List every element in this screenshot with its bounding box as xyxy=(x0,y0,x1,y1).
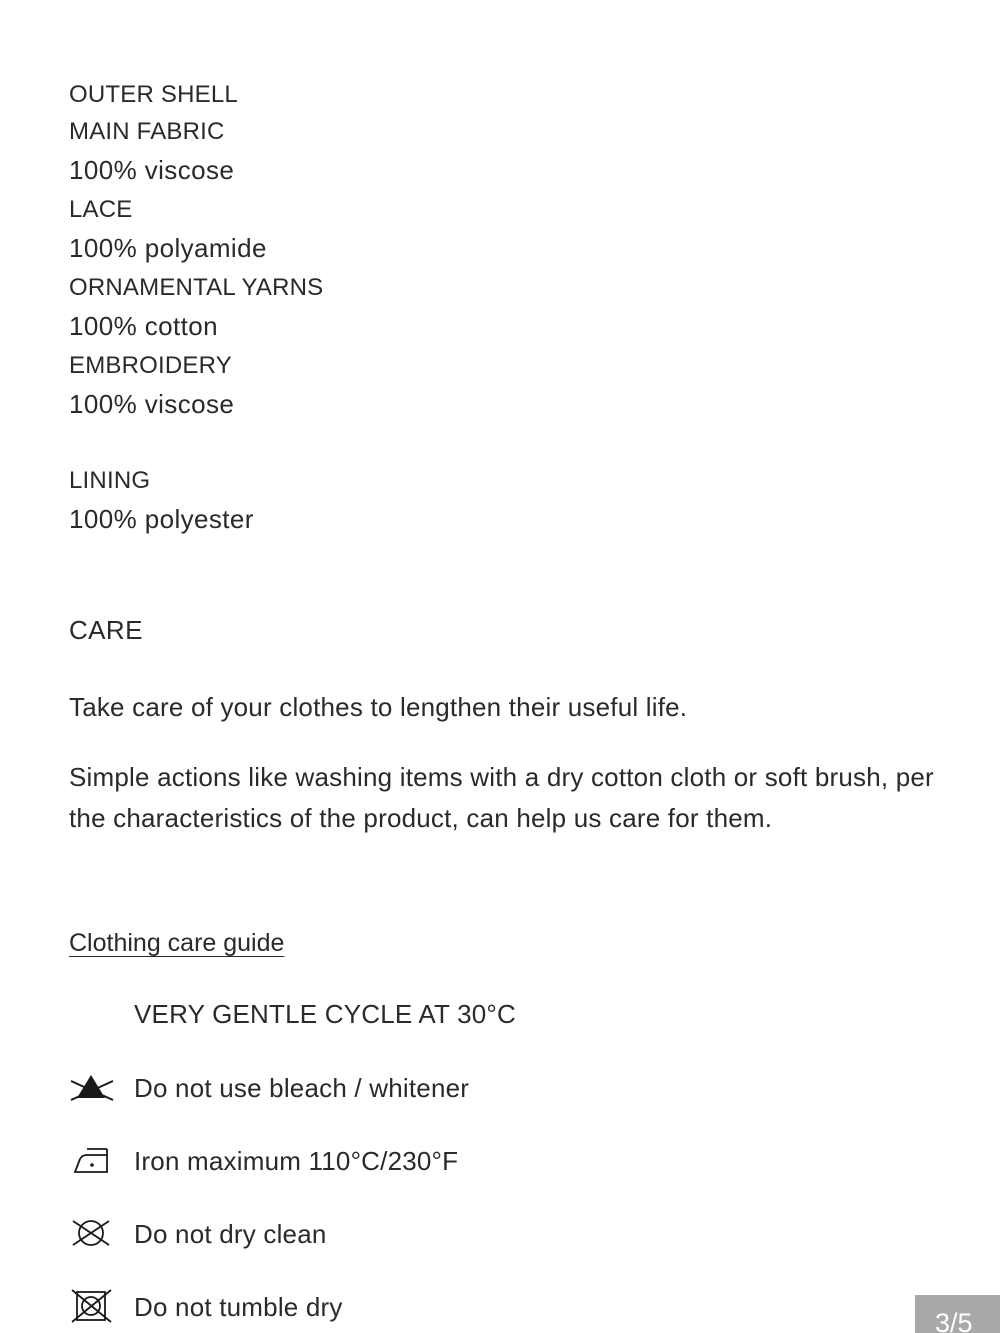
care-instruction-text: VERY GENTLE CYCLE AT 30°C xyxy=(134,999,516,1029)
main-fabric-material: 100% viscose xyxy=(69,155,235,185)
lining-material: 100% polyester xyxy=(69,504,254,534)
no-bleach-icon xyxy=(69,1067,117,1107)
lining-heading: LINING xyxy=(69,467,151,494)
care-description: Simple actions like washing items with a dry cotton cloth or soft brush, per the characteristics of the product, can help us care for them. xyxy=(69,762,934,833)
outer-shell-heading: OUTER SHELL xyxy=(69,81,238,108)
care-instruction-text: Iron maximum 110°C/230°F xyxy=(134,1146,459,1176)
care-instruction-bleach xyxy=(69,1067,669,1107)
no-dry-clean-icon xyxy=(69,1213,117,1253)
care-instruction-dry-clean xyxy=(69,1213,669,1253)
ornamental-yarns-label: ORNAMENTAL YARNS xyxy=(69,274,324,301)
lace-label: LACE xyxy=(69,196,133,223)
clothing-care-guide-link[interactable]: Clothing care guide xyxy=(69,929,285,957)
ornamental-yarns-material: 100% cotton xyxy=(69,311,218,341)
care-intro: Take care of your clothes to lengthen their useful life. xyxy=(69,692,688,722)
care-heading: CARE xyxy=(69,615,143,645)
page-indicator: 3/5 xyxy=(915,1295,1000,1333)
care-instruction-iron xyxy=(69,1140,669,1180)
lace-material: 100% polyamide xyxy=(69,233,267,263)
no-tumble-dry-icon xyxy=(69,1286,117,1326)
iron-icon xyxy=(69,1140,117,1180)
care-instruction-wash xyxy=(69,993,669,1033)
embroidery-material: 100% viscose xyxy=(69,389,235,419)
main-fabric-label: MAIN FABRIC xyxy=(69,118,225,145)
care-instruction-text: Do not tumble dry xyxy=(134,1292,343,1322)
embroidery-label: EMBROIDERY xyxy=(69,352,232,379)
care-instruction-text: Do not dry clean xyxy=(134,1219,327,1249)
wash-tub-icon xyxy=(69,993,117,1033)
care-instruction-tumble-dry xyxy=(69,1286,669,1326)
care-instruction-text: Do not use bleach / whitener xyxy=(134,1073,470,1103)
